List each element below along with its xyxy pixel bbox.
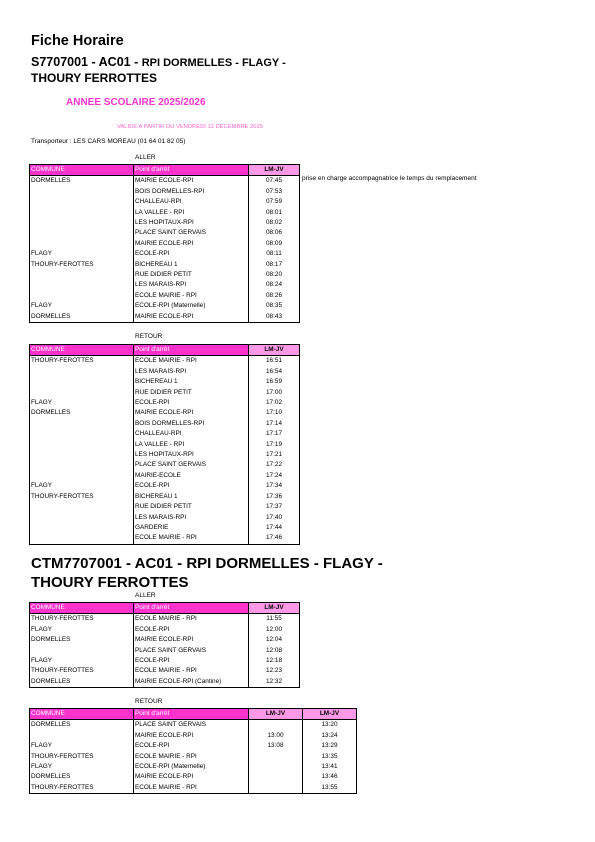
stop-cell: LES HOPITAUX-RPI [134, 450, 249, 460]
time-cell: 08:09 [249, 239, 300, 249]
time-cell: 12:18 [249, 656, 300, 666]
stop-cell: ECOLE-RPI [134, 741, 249, 751]
stop-cell: CHALLEAU-RPI [134, 429, 249, 439]
commune-cell: THOURY-FEROTTES [30, 752, 134, 762]
commune-cell: DORMELLES [30, 312, 134, 323]
commune-cell [30, 377, 134, 387]
table-row [30, 398, 300, 408]
time-cell: 12:00 [249, 625, 300, 635]
commune-cell [30, 270, 134, 280]
stop-cell: MAIRIE ECOLE-RPI (Cantine) [134, 677, 249, 688]
table-row [30, 377, 300, 387]
time-cell: 17:14 [249, 419, 300, 429]
table-row [30, 218, 300, 228]
stop-cell: LES MARAIS-RPI [134, 367, 249, 377]
time-cell: 08:20 [249, 270, 300, 280]
time-cell: 13:55 [303, 783, 357, 794]
commune-cell: DORMELLES [30, 772, 134, 782]
commune-cell [30, 460, 134, 470]
time-cell: 13:20 [303, 720, 357, 731]
commune-cell: FLAGY [30, 249, 134, 259]
time-cell: 17:36 [249, 492, 300, 502]
stop-cell: BOIS DORMELLES-RPI [134, 419, 249, 429]
time-cell: 17:44 [249, 523, 300, 533]
time-cell: 17:40 [249, 513, 300, 523]
stop-cell: ECOLE MAIRIE - RPI [134, 533, 249, 544]
time-cell: 08:43 [249, 312, 300, 323]
stop-cell: RUE DIDIER PETIT [134, 270, 249, 280]
stop-cell: ECOLE-RPI [134, 481, 249, 491]
route-title-line1: S7707001 - AC01 - RPI DORMELLES - FLAGY - [31, 55, 286, 69]
table-row [30, 197, 300, 207]
time-cell: 08:35 [249, 301, 300, 311]
time-cell: 17:37 [249, 502, 300, 512]
stop-cell: BICHEREAU 1 [134, 260, 249, 270]
stop-cell: RUE DIDIER PETIT [134, 502, 249, 512]
table-row [30, 625, 300, 635]
commune-cell: DORMELLES [30, 677, 134, 688]
table-row [30, 492, 300, 502]
time-cell: 08:06 [249, 228, 300, 238]
time-cell: 07:59 [249, 197, 300, 207]
stop-cell: MAIRIE-ECOLE [134, 471, 249, 481]
time-cell: 12:23 [249, 666, 300, 676]
stop-cell: LES HOPITAUX-RPI [134, 218, 249, 228]
time-cell: 11:55 [249, 614, 300, 625]
time-cell: 13:00 [249, 731, 303, 741]
time-cell: 13:08 [249, 741, 303, 751]
commune-cell: THOURY-FEROTTES [30, 260, 134, 270]
stop-cell: MAIRIE ECOLE-RPI [134, 772, 249, 782]
stop-cell: ECOLE-RPI [134, 625, 249, 635]
time-cell: 08:02 [249, 218, 300, 228]
time-cell: 12:32 [249, 677, 300, 688]
time-cell: 08:11 [249, 249, 300, 259]
stop-cell: ECOLE-RPI [134, 656, 249, 666]
commune-cell [30, 388, 134, 398]
time-cell: 12:08 [249, 646, 300, 656]
table-row [30, 312, 300, 323]
table-row [30, 280, 300, 290]
commune-cell [30, 450, 134, 460]
table-row [30, 176, 300, 187]
table-row [30, 291, 300, 301]
stop-cell: BICHEREAU 1 [134, 492, 249, 502]
table-row [30, 356, 300, 367]
stop-header: Point d'arrêt [134, 603, 249, 614]
commune-cell: DORMELLES [30, 635, 134, 645]
ctm-retour-table [29, 708, 357, 794]
days-header: LM-JV [303, 709, 357, 720]
commune-cell [30, 731, 134, 741]
commune-cell: FLAGY [30, 656, 134, 666]
commune-cell [30, 208, 134, 218]
time-cell: 16:54 [249, 367, 300, 377]
time-cell: 17:10 [249, 408, 300, 418]
time-cell [249, 762, 303, 772]
table-row [30, 720, 357, 731]
commune-cell [30, 239, 134, 249]
table-row [30, 783, 357, 794]
commune-cell: THOURY-FEROTTES [30, 666, 134, 676]
table-row [30, 752, 357, 762]
time-cell: 17:00 [249, 388, 300, 398]
table-row [30, 367, 300, 377]
table-row [30, 228, 300, 238]
stop-cell: ECOLE-RPI [134, 398, 249, 408]
table-row [30, 772, 357, 782]
aller-table [29, 164, 300, 323]
time-cell: 17:19 [249, 440, 300, 450]
commune-cell: THOURY-FEROTTES [30, 356, 134, 367]
time-cell: 13:46 [303, 772, 357, 782]
table-row [30, 301, 300, 311]
table-row [30, 762, 357, 772]
commune-cell [30, 471, 134, 481]
stop-cell: GARDERIE [134, 523, 249, 533]
stop-cell: PLACE SAINT GERVAIS [134, 646, 249, 656]
days-header: LM-JV [249, 345, 300, 356]
commune-cell [30, 280, 134, 290]
time-cell: 07:45 [249, 176, 300, 187]
time-cell: 08:17 [249, 260, 300, 270]
ctm-title-line2: THOURY FERROTTES [31, 574, 189, 591]
time-cell: 17:17 [249, 429, 300, 439]
commune-cell [30, 197, 134, 207]
time-cell: 13:41 [303, 762, 357, 772]
stop-cell: MAIRIE ECOLE-RPI [134, 408, 249, 418]
time-cell: 12:04 [249, 635, 300, 645]
commune-header: COMMUNE [30, 165, 134, 176]
commune-cell [30, 218, 134, 228]
days-header: LM-JV [249, 709, 303, 720]
commune-cell: FLAGY [30, 625, 134, 635]
time-cell: 08:01 [249, 208, 300, 218]
stop-cell: ECOLE-RPI (Maternelle) [134, 301, 249, 311]
school-year: ANNEE SCOLAIRE 2025/2026 [66, 97, 206, 108]
table-row [30, 460, 300, 470]
commune-cell: THOURY-FEROTTES [30, 614, 134, 625]
commune-cell: FLAGY [30, 741, 134, 751]
commune-cell [30, 646, 134, 656]
retour-label: RETOUR [135, 333, 163, 340]
stop-cell: ECOLE MAIRIE - RPI [134, 666, 249, 676]
commune-cell [30, 419, 134, 429]
stop-cell: ECOLE MAIRIE - RPI [134, 614, 249, 625]
commune-header: COMMUNE [30, 345, 134, 356]
stop-cell: ECOLE-RPI [134, 249, 249, 259]
time-cell: 13:35 [303, 752, 357, 762]
commune-cell [30, 523, 134, 533]
time-cell: 17:46 [249, 533, 300, 544]
table-header [30, 603, 300, 614]
time-cell: 16:59 [249, 377, 300, 387]
ctm-aller-label: ALLER [135, 592, 156, 599]
commune-cell [30, 513, 134, 523]
document-title: Fiche Horaire [31, 33, 124, 49]
stop-header: Point d'arrêt [134, 709, 249, 720]
table-row [30, 419, 300, 429]
time-cell: 16:51 [249, 356, 300, 367]
ctm-retour-label: RETOUR [135, 698, 163, 705]
table-row [30, 614, 300, 625]
stop-cell: BOIS DORMELLES-RPI [134, 187, 249, 197]
table-row [30, 656, 300, 666]
stop-cell: LES MARAIS-RPI [134, 280, 249, 290]
table-header [30, 345, 300, 356]
ctm-aller-table [29, 602, 300, 688]
table-header [30, 165, 300, 176]
stop-cell: ECOLE MAIRIE - RPI [134, 291, 249, 301]
time-cell: 08:24 [249, 280, 300, 290]
stop-cell: PLACE SAINT GERVAIS [134, 228, 249, 238]
commune-cell: FLAGY [30, 762, 134, 772]
ctm-title-line1: CTM7707001 - AC01 - RPI DORMELLES - FLAGY - [31, 555, 383, 572]
stop-cell: ECOLE MAIRIE - RPI [134, 356, 249, 367]
time-cell: 17:02 [249, 398, 300, 408]
commune-cell [30, 228, 134, 238]
table-row [30, 408, 300, 418]
time-cell [249, 720, 303, 731]
commune-header: COMMUNE [30, 709, 134, 720]
commune-cell [30, 187, 134, 197]
commune-cell: DORMELLES [30, 720, 134, 731]
commune-header: COMMUNE [30, 603, 134, 614]
stop-cell: ECOLE MAIRIE - RPI [134, 783, 249, 794]
table-row [30, 249, 300, 259]
commune-cell: THOURY-FEROTTES [30, 492, 134, 502]
commune-cell: FLAGY [30, 398, 134, 408]
table-row [30, 646, 300, 656]
table-row [30, 502, 300, 512]
aller-label: ALLER [135, 154, 156, 161]
table-row [30, 471, 300, 481]
stop-cell: LES MARAIS-RPI [134, 513, 249, 523]
time-cell: 17:21 [249, 450, 300, 460]
time-cell: 13:29 [303, 741, 357, 751]
table-row [30, 388, 300, 398]
stop-cell: PLACE SAINT GERVAIS [134, 720, 249, 731]
table-row [30, 635, 300, 645]
time-cell: 17:22 [249, 460, 300, 470]
commune-cell [30, 440, 134, 450]
table-row [30, 187, 300, 197]
stop-cell: LA VALLEE - RPI [134, 208, 249, 218]
table-row [30, 666, 300, 676]
time-cell [249, 752, 303, 762]
note-accompaniment: prise en charge accompagnatrice le temps du remplacement [302, 175, 477, 182]
time-cell: 13:24 [303, 731, 357, 741]
table-row [30, 533, 300, 544]
commune-cell: FLAGY [30, 301, 134, 311]
table-header [30, 709, 357, 720]
stop-header: Point d'arrêt [134, 345, 249, 356]
stop-cell: LA VALLEE - RPI [134, 440, 249, 450]
stop-cell: CHALLEAU-RPI [134, 197, 249, 207]
route-title-line2: THOURY FERROTTES [31, 71, 158, 85]
days-header: LM-JV [249, 165, 300, 176]
stop-cell: BICHEREAU 1 [134, 377, 249, 387]
table-row [30, 677, 300, 688]
table-row [30, 450, 300, 460]
stop-cell: MAIRIE ECOLE-RPI [134, 176, 249, 187]
table-row [30, 208, 300, 218]
table-row [30, 270, 300, 280]
table-row [30, 440, 300, 450]
table-row [30, 481, 300, 491]
commune-cell [30, 291, 134, 301]
time-cell: 17:34 [249, 481, 300, 491]
stop-cell: ECOLE-RPI (Maternelle) [134, 762, 249, 772]
commune-cell [30, 429, 134, 439]
stop-cell: MAIRIE ECOLE-RPI [134, 312, 249, 323]
stop-cell: PLACE SAINT GERVAIS [134, 460, 249, 470]
table-row [30, 239, 300, 249]
stop-header: Point d'arrêt [134, 165, 249, 176]
commune-cell: DORMELLES [30, 408, 134, 418]
time-cell [249, 783, 303, 794]
valid-from-notice: VALIDE A PARTIR DU VENDREDI 12 DECEMBRE 2025 [117, 124, 263, 130]
commune-cell: FLAGY [30, 481, 134, 491]
commune-cell: DORMELLES [30, 176, 134, 187]
time-cell: 17:24 [249, 471, 300, 481]
table-row [30, 429, 300, 439]
commune-cell [30, 533, 134, 544]
carrier-info: Transporteur : LES CARS MOREAU (01 64 01 82 05) [31, 138, 186, 145]
stop-cell: MAIRIE ECOLE-RPI [134, 731, 249, 741]
table-row [30, 731, 357, 741]
retour-table [29, 344, 300, 545]
stop-cell: MAIRIE ECOLE-RPI [134, 635, 249, 645]
commune-cell [30, 502, 134, 512]
time-cell: 07:53 [249, 187, 300, 197]
stop-cell: RUE DIDIER PETIT [134, 388, 249, 398]
time-cell [249, 772, 303, 782]
time-cell: 08:26 [249, 291, 300, 301]
table-row [30, 741, 357, 751]
stop-cell: ECOLE MAIRIE - RPI [134, 752, 249, 762]
days-header: LM-JV [249, 603, 300, 614]
commune-cell: THOURY-FEROTTES [30, 783, 134, 794]
table-row [30, 513, 300, 523]
table-row [30, 523, 300, 533]
commune-cell [30, 367, 134, 377]
table-row [30, 260, 300, 270]
stop-cell: MAIRIE ECOLE-RPI [134, 239, 249, 249]
